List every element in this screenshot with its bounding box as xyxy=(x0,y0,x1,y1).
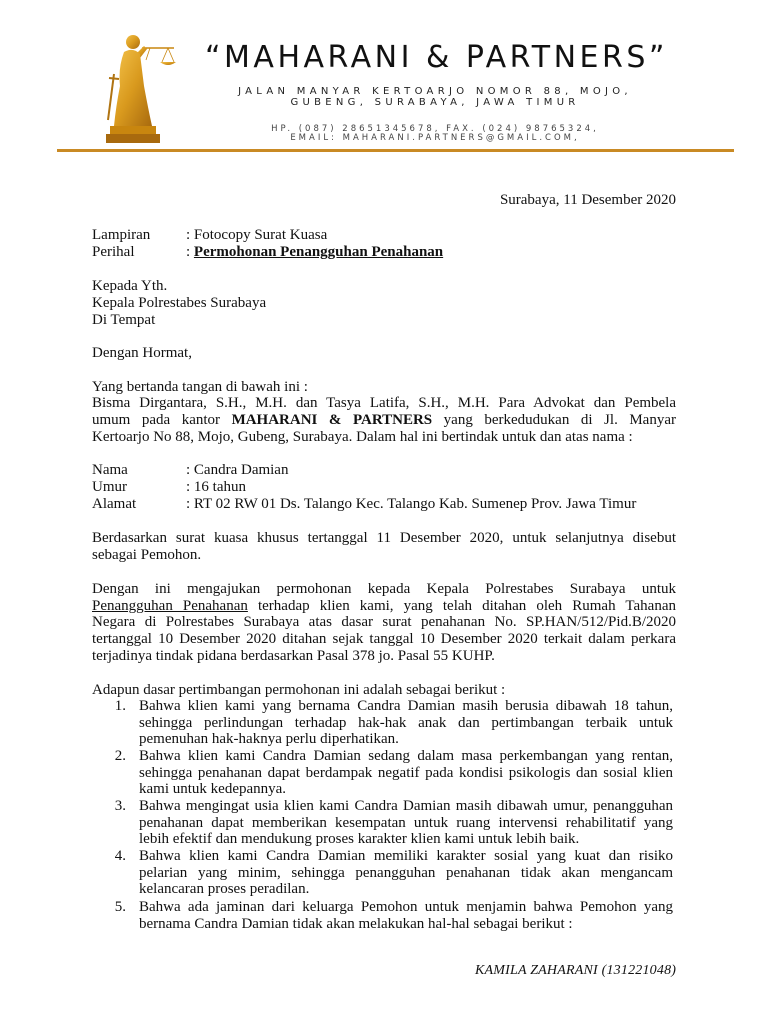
item-5-number: 5. xyxy=(114,899,126,915)
item-4-line-2: pelarian yang minim, sehingga penangguhan penahanan tidak akan mengancam xyxy=(139,864,673,881)
consideration-item-2 xyxy=(139,748,673,798)
intro-line-2: Bisma Dirgantara, S.H., M.H. dan Tasya Latifa, S.H., M.H. Para Advokat dan Pembela xyxy=(92,395,676,411)
item-3-line-3: lebih efektif dan mendukung proses karakter klien kami untuk lebih baik. xyxy=(139,831,580,847)
consideration-item-3 xyxy=(139,798,673,848)
email: EMAIL: MAHARANI.PARTNERS@GMAIL.COM, xyxy=(290,133,580,143)
umur-value: : 16 tahun xyxy=(186,479,246,495)
firm-name-inline: MAHARANI & PARTNERS xyxy=(231,412,433,428)
request-line-2 xyxy=(92,598,676,615)
consideration-item-1 xyxy=(139,698,673,748)
intro-line-4: Kertoarjo No 88, Mojo, Gubeng, Surabaya. Dalam hal ini bertindak untuk dan atas nama : xyxy=(92,429,633,445)
salutation: Dengan Hormat, xyxy=(92,345,192,361)
recipient-line-1: Kepada Yth. xyxy=(92,278,168,294)
intro-line-3-start: umum pada kantor xyxy=(92,412,232,428)
header-divider xyxy=(57,149,734,152)
item-2-line-3: kami untuk kedepannya. xyxy=(139,781,287,797)
nama-value: : Candra Damian xyxy=(186,462,289,478)
item-2-number: 2. xyxy=(114,748,126,764)
address-line-1: JALAN MANYAR KERTOARJO NOMOR 88, MOJO, xyxy=(238,86,632,97)
address-line-2: GUBENG, SURABAYA, JAWA TIMUR xyxy=(290,97,580,108)
kuasa-line-2: sebagai Pemohon. xyxy=(92,547,202,563)
item-2-line-1: Bahwa klien kami Candra Damian sedang dalam masa perkembangan yang rentan, xyxy=(139,748,673,764)
umur-label: Umur xyxy=(92,479,127,495)
request-underlined: Penangguhan Penahanan xyxy=(92,598,248,614)
perihal-colon: : xyxy=(186,244,194,260)
request-line-1: Dengan ini mengajukan permohonan kepada Kepala Polrestabes Surabaya untuk xyxy=(92,581,676,597)
letter-date: Surabaya, 11 Desember 2020 xyxy=(499,192,676,208)
recipient-line-3: Di Tempat xyxy=(92,312,156,328)
perihal-field xyxy=(186,244,443,261)
item-3-line-1: Bahwa mengingat usia klien kami Candra Damian masih dibawah umur, penangguhan xyxy=(139,798,673,814)
item-4-number: 4. xyxy=(114,848,126,864)
request-line-4: tertanggal 10 Desember 2020 ditahan sejak tanggal 10 Desember 2020 terkait dalam perkara xyxy=(92,631,676,647)
intro-line-3-end: yang berkedudukan di Jl. Manyar xyxy=(432,412,676,428)
item-1-line-3: pemenuhan hak-haknya perlu diperhatikan. xyxy=(139,731,399,747)
lady-justice-icon xyxy=(100,28,180,150)
alamat-value: : RT 02 RW 01 Ds. Talango Kec. Talango Kab. Sumenep Prov. Jawa Timur xyxy=(186,496,637,512)
kuasa-line-1: Berdasarkan surat kuasa khusus tertanggal 11 Desember 2020, untuk selanjutnya disebut xyxy=(92,530,676,546)
item-5-line-2: bernama Candra Damian tidak akan melakukan hal-hal sebagai berikut : xyxy=(139,915,573,932)
footer-signature: KAMILA ZAHARANI (131221048) xyxy=(475,963,677,978)
item-3-line-2: penahanan dapat memberikan kesempatan untuk ruang intervensi rehabilitatif yang xyxy=(139,814,673,831)
request-line-5: terjadinya tindak pidana berdasarkan Pasal 378 jo. Pasal 55 KUHP. xyxy=(92,648,495,664)
intro-line-1: Yang bertanda tangan di bawah ini : xyxy=(92,379,308,395)
consideration-item-4 xyxy=(139,848,673,898)
item-3-number: 3. xyxy=(114,798,126,814)
item-1-line-1: Bahwa klien kami yang bernama Candra Damian masih berusia dibawah 18 tahun, xyxy=(139,698,673,714)
perihal-value: Permohonan Penangguhan Penahanan xyxy=(193,244,444,260)
item-1-line-2: sehingga perlindungan terhadap hak-hak anak dan pertimbangan terbaik untuk xyxy=(139,714,673,731)
item-4-line-1: Bahwa klien kami Candra Damian memiliki karakter sosial yang kuat dan risiko xyxy=(139,848,673,864)
lampiran-label: Lampiran xyxy=(92,227,151,243)
item-1-number: 1. xyxy=(114,698,126,714)
item-4-line-3: kelancaran proses peradilan. xyxy=(139,881,310,897)
consideration-item-5 xyxy=(139,899,673,932)
intro-line-3 xyxy=(92,412,676,429)
item-5-line-1: Bahwa ada jaminan dari keluarga Pemohon untuk menjamin bahwa Pemohon yang xyxy=(139,899,673,915)
recipient-line-2: Kepala Polrestabes Surabaya xyxy=(92,295,267,311)
phone-fax: HP. (087) 28651345678, FAX. (024) 98765324, xyxy=(271,124,599,134)
request-line-2-rest: terhadap klien kami, yang telah ditahan oleh Rumah Tahanan xyxy=(247,598,676,614)
lampiran-value: : Fotocopy Surat Kuasa xyxy=(186,227,328,243)
request-line-3: Negara di Polrestabes Surabaya atas dasar surat penahanan No. SP.HAN/512/Pid.B/2020 xyxy=(92,614,676,630)
alamat-label: Alamat xyxy=(92,496,137,512)
considerations-intro: Adapun dasar pertimbangan permohonan ini adalah sebagai berikut : xyxy=(92,682,506,698)
item-2-line-2: sehingga penahanan dapat berdampak negatif pada kondisi psikologis dan sosial klien xyxy=(139,764,673,781)
perihal-label: Perihal xyxy=(92,244,135,260)
firm-name: “MAHARANI & PARTNERS” xyxy=(205,40,668,75)
nama-label: Nama xyxy=(92,462,128,478)
